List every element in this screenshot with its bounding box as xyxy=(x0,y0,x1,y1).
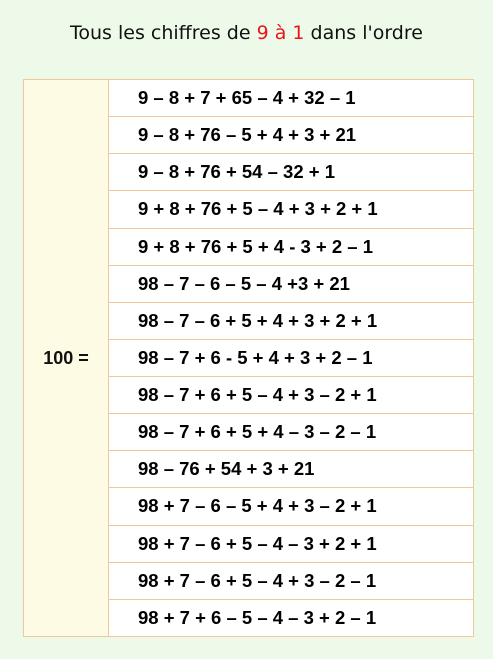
expression-cell: 9 + 8 + 76 + 5 + 4 - 3 + 2 – 1 xyxy=(109,228,474,265)
expression-cell: 9 – 8 + 7 + 65 – 4 + 32 – 1 xyxy=(109,80,474,117)
expression-cell: 98 – 76 + 54 + 3 + 21 xyxy=(109,451,474,488)
expression-cell: 9 – 8 + 76 + 54 – 32 + 1 xyxy=(109,154,474,191)
expression-cell: 98 + 7 – 6 – 5 + 4 + 3 – 2 + 1 xyxy=(109,488,474,525)
title-prefix: Tous les chiffres de xyxy=(70,22,257,44)
expression-cell: 98 – 7 – 6 – 5 – 4 +3 + 21 xyxy=(109,265,474,302)
expression-cell: 98 – 7 + 6 + 5 + 4 – 3 – 2 – 1 xyxy=(109,414,474,451)
expression-cell: 9 + 8 + 76 + 5 – 4 + 3 + 2 + 1 xyxy=(109,191,474,228)
page-title xyxy=(0,22,493,44)
title-highlight: 9 à 1 xyxy=(256,22,305,44)
expression-cell: 98 + 7 – 6 + 5 – 4 – 3 + 2 + 1 xyxy=(109,525,474,562)
title-suffix: dans l'ordre xyxy=(304,22,423,44)
expression-cell: 98 + 7 + 6 – 5 – 4 – 3 + 2 – 1 xyxy=(109,599,474,636)
expression-cell: 98 – 7 + 6 + 5 – 4 + 3 – 2 + 1 xyxy=(109,377,474,414)
expressions-table xyxy=(23,79,474,637)
expression-cell: 98 – 7 – 6 + 5 + 4 + 3 + 2 + 1 xyxy=(109,302,474,339)
expression-cell: 98 – 7 + 6 - 5 + 4 + 3 + 2 – 1 xyxy=(109,339,474,376)
expression-cell: 98 + 7 – 6 + 5 – 4 + 3 – 2 – 1 xyxy=(109,562,474,599)
table-row xyxy=(24,80,474,117)
expression-cell: 9 – 8 + 76 – 5 + 4 + 3 + 21 xyxy=(109,117,474,154)
result-label: 100 = xyxy=(24,80,109,637)
